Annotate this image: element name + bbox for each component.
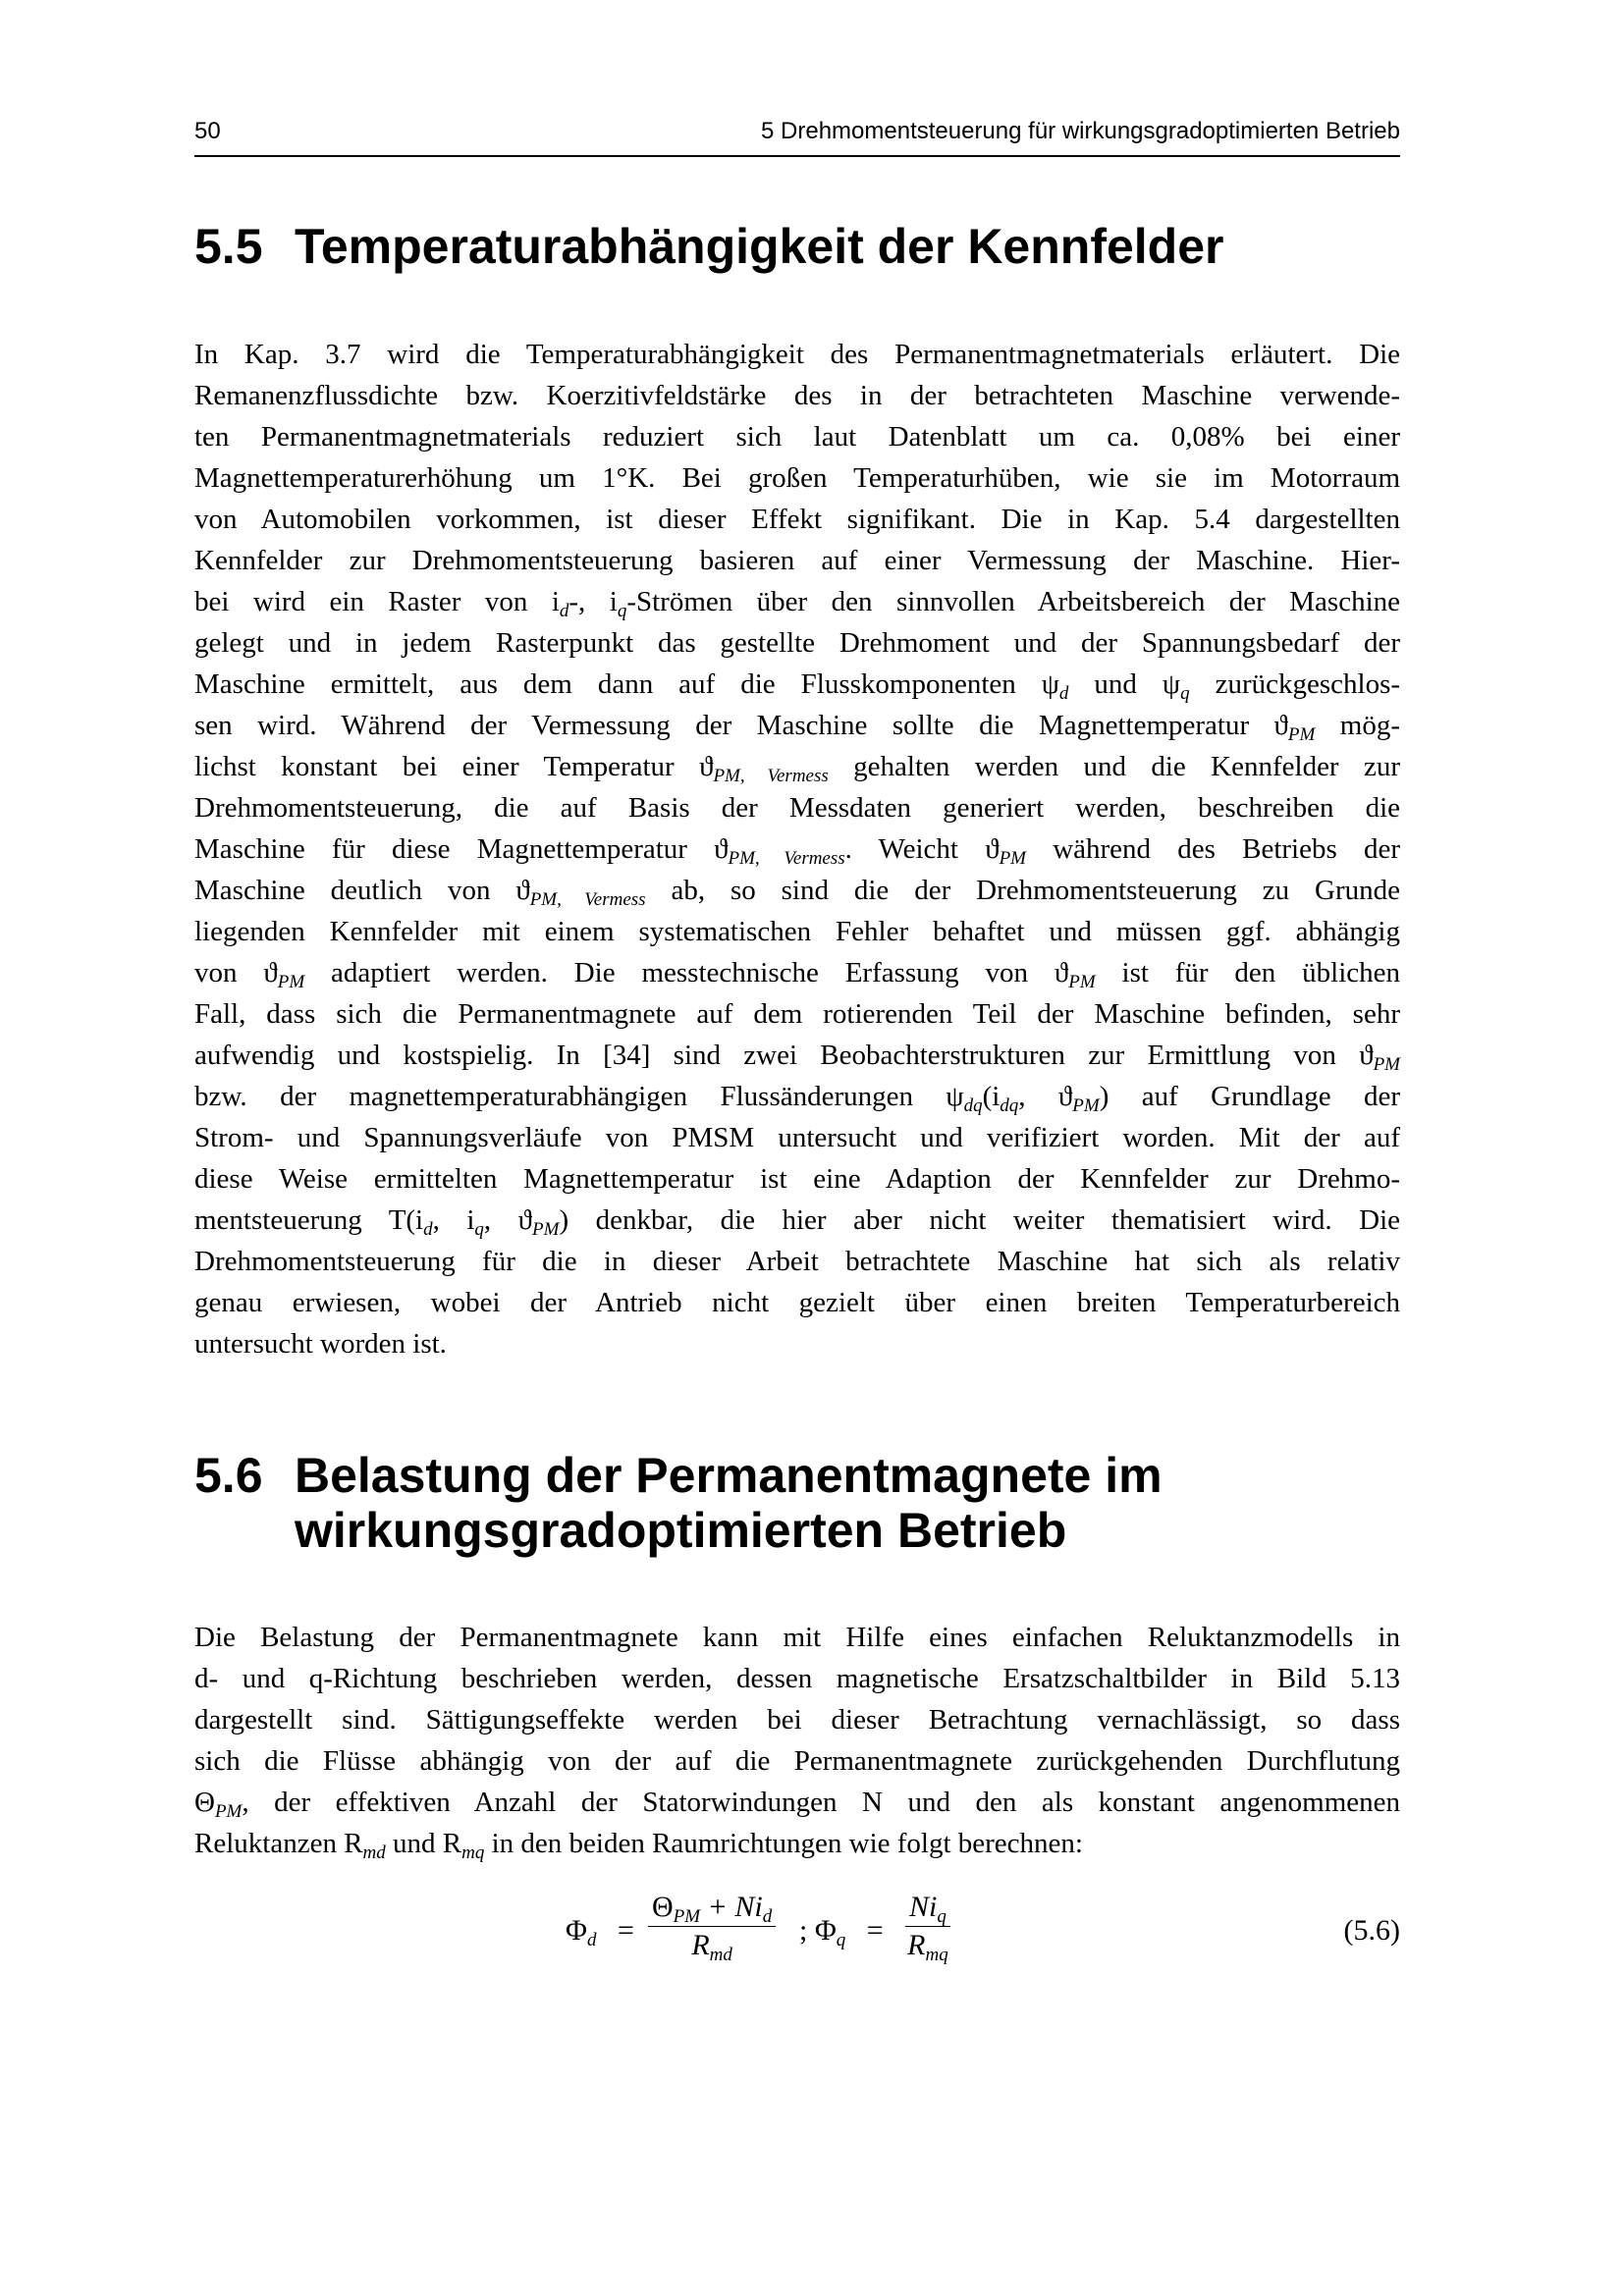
text-line: Die Belastung der Permanentmagnete kann mit Hilfe eines einfachen Reluktanzmodells in — [194, 1622, 1400, 1653]
text-line: bei wird ein Raster von $i_d-$, $i_q$-Strömen über den sinnvollen Arbeitsbereich der Maschine — [194, 586, 1401, 621]
text-line: aufwendig und kostspielig. In [34] sind zwei Beobachterstrukturen zur Ermittlung von $ϑ_{PM}$ — [194, 1040, 1400, 1075]
text-line: genau erwiesen, wobei der Antrieb nicht gezielt über einen breiten Temperaturbereich — [194, 1287, 1400, 1318]
text-line: dargestellt sind. Sättigungseffekte werden bei dieser Betrachtung vernachlässigt, so dass — [194, 1704, 1400, 1735]
fraction-q: $Ni_q$ $R_{mq}$ — [905, 1891, 950, 1962]
section-title-line-1: Belastung der Permanentmagnete im — [295, 1448, 1163, 1503]
text-line: von $ϑ_{PM}$ adaptiert werden. Die messtechnische Erfassung von $ϑ_{PM}$ ist für den üblichen — [194, 957, 1401, 992]
text-line: mentsteuerung $T(i_d$, $i_q$, $ϑ_{PM}$) denkbar, die hier aber nicht weiter thematisiert wird. Die — [194, 1204, 1400, 1240]
text-line: Maschine ermittelt, aus dem dann auf die Flusskomponenten $\psi_d$ und $\psi_q$ zurückgeschlos- — [194, 668, 1401, 704]
equation-lhs-q: ; $\Phi_q$ = — [799, 1914, 884, 1950]
text-line: $\Theta_{PM}$, der effektiven Anzahl der Statorwindungen N und den als konstant angenommenen — [194, 1787, 1400, 1822]
text-line: d- und q-Richtung beschrieben werden, dessen magnetische Ersatzschaltbilder in Bild 5.13 — [194, 1663, 1400, 1694]
text-line: lichst konstant bei einer Temperatur $ϑ_{PM, Vermess}$ gehalten werden und die Kennfelder zur — [194, 751, 1400, 786]
equation-number: (5.6) — [1343, 1914, 1400, 1947]
text-line: Reluktanzen $R_{md}$ und $R_{mq}$ in den beiden Raumrichtungen wie folgt berechnen: — [194, 1828, 1083, 1863]
text-line: Strom- und Spannungsverläufe von PMSM untersucht und verifiziert worden. Mit der auf — [194, 1122, 1400, 1153]
text-line: sen wird. Während der Vermessung der Maschine sollte die Magnettemperatur $ϑ_{PM}$ mög- — [194, 710, 1400, 745]
text-line: Drehmomentsteuerung, die auf Basis der Messdaten generiert werden, beschreiben die — [194, 792, 1400, 824]
text-line: Fall, dass sich die Permanentmagnete auf dem rotierenden Teil der Maschine befinden, sehr — [194, 998, 1400, 1030]
running-header — [194, 116, 1400, 157]
fraction-d: $\Theta_{PM} + Ni_d$ $R_{md}$ — [648, 1891, 776, 1962]
text-line: von Automobilen vorkommen, ist dieser Effekt signifikant. Die in Kap. 5.4 dargestellten — [194, 504, 1400, 535]
text-line: sich die Flüsse abhängig von der auf die Permanentmagnete zurückgehenden Durchflutung — [194, 1745, 1400, 1777]
text-line: Maschine deutlich von $ϑ_{PM, Vermess}$ ab, so sind die der Drehmomentsteuerung zu Grunde — [194, 875, 1401, 910]
text-line: Remanenzflussdichte bzw. Koerzitivfeldstärke des in der betrachteten Maschine verwende- — [194, 380, 1400, 411]
section-title: Temperaturabhängigkeit der Kennfelder — [295, 219, 1224, 274]
text-line: bzw. der magnettemperaturabhängigen Flussänderungen $\psi_{dq}(i_{dq}$, $ϑ_{PM}$) auf Grundlage der — [194, 1081, 1400, 1116]
paragraph-5-6 — [194, 1617, 1400, 1864]
section-number: 5.5 — [194, 219, 263, 274]
running-chapter-title: 5 Drehmomentsteuerung für wirkungsgradoptimierten Betrieb — [761, 118, 1400, 144]
text-line: Kennfelder zur Drehmomentsteuerung basieren auf einer Vermessung der Maschine. Hier- — [194, 545, 1400, 576]
text-line: In Kap. 3.7 wird die Temperaturabhängigkeit des Permanentmagnetmaterials erläutert. Die — [194, 339, 1400, 370]
section-title-line-2: wirkungsgradoptimierten Betrieb — [295, 1503, 1067, 1558]
equation-5-6 — [194, 1885, 1400, 1983]
section-number: 5.6 — [194, 1448, 263, 1503]
paragraph-5-5 — [194, 334, 1400, 1364]
text-line: ten Permanentmagnetmaterials reduziert sich laut Datenblatt um ca. 0,08% bei einer — [194, 421, 1400, 453]
page-number: 50 — [194, 118, 221, 144]
text-line: diese Weise ermittelten Magnettemperatur ist eine Adaption der Kennfelder zur Drehmo- — [194, 1163, 1400, 1195]
text-line: untersucht worden ist. — [194, 1328, 447, 1360]
equation-lhs-d: $\Phi_d$ = — [566, 1914, 634, 1950]
text-line: Magnettemperaturerhöhung um 1°K. Bei großen Temperaturhüben, wie sie im Motorraum — [194, 462, 1400, 494]
text-line: Drehmomentsteuerung für die in dieser Arbeit betrachtete Maschine hat sich als relativ — [194, 1246, 1400, 1277]
text-line: Maschine für diese Magnettemperatur $ϑ_{PM, Vermess}$. Weicht $ϑ_{PM}$ während des Betriebs der — [194, 833, 1400, 869]
text-line: liegenden Kennfelder mit einem systematischen Fehler behaftet und müssen ggf. abhängig — [194, 916, 1400, 947]
text-line: gelegt und in jedem Rasterpunkt das gestellte Drehmoment und der Spannungsbedarf der — [194, 627, 1400, 659]
